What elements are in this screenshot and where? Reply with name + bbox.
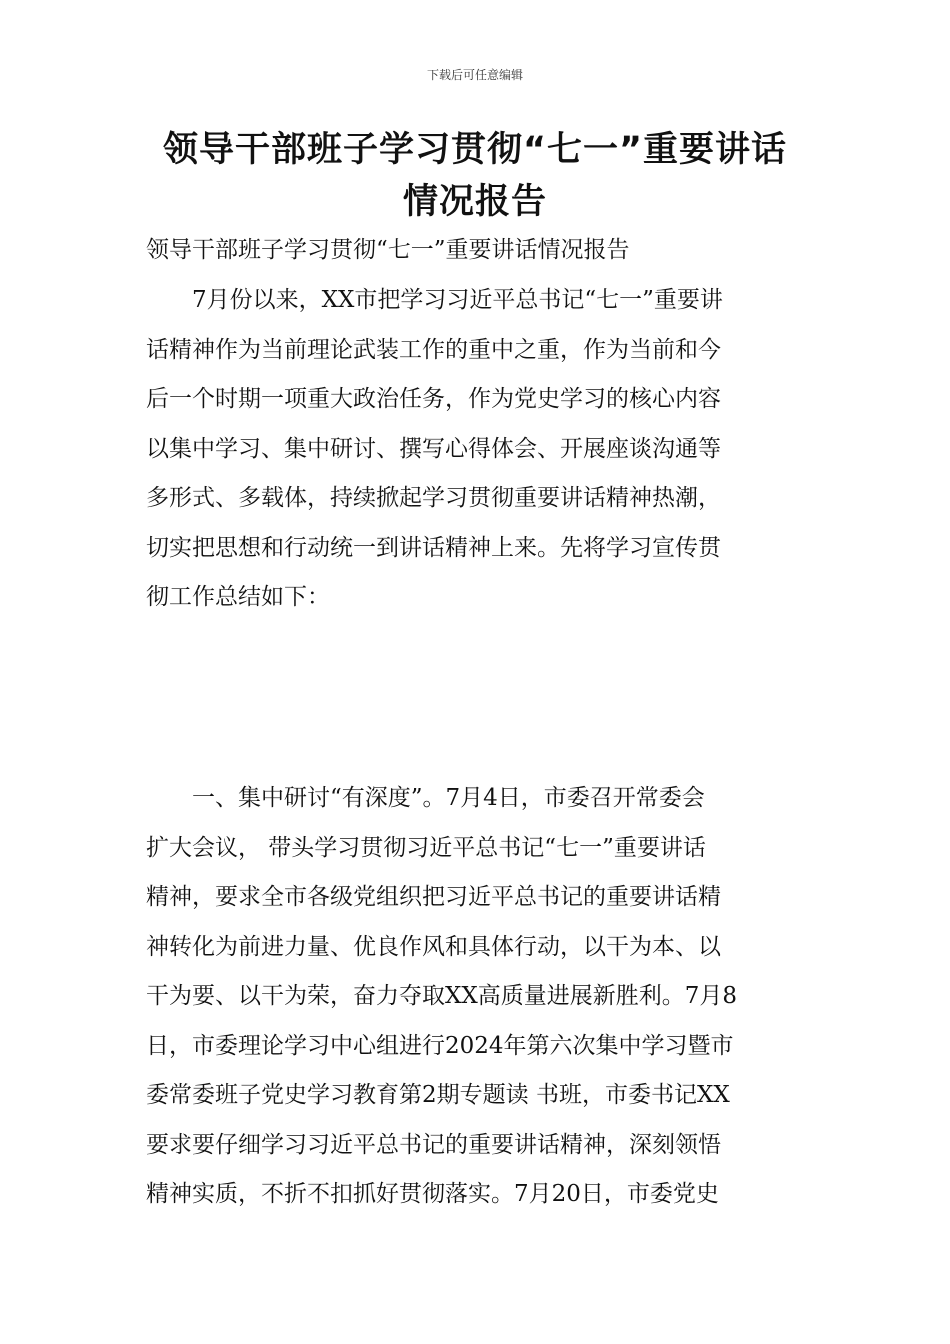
paragraph-line: 委常委班子党史学习教育第2期专题读 书班，市委书记XX [146,1082,730,1108]
paragraph-line: 7月份以来，XX市把学习习近平总书记“七一”重要讲 [192,287,723,313]
paragraph-line: 神转化为前进力量、优良作风和具体行动，以干为本、以 [146,933,721,960]
title-line-1: 领导干部班子学习贯彻“七一”重要讲话 [162,130,787,170]
paragraph-line: 要求要仔细学习习近平总书记的重要讲话精神，深刻领悟 [146,1131,721,1158]
paragraph-line: 后一个时期一项重大政治任务，作为党史学习的核心内容 [146,386,721,412]
document-title [100,124,850,228]
paragraph-intro [146,276,806,623]
title-line-2: 情况报告 [402,182,547,222]
paragraph-line: 以集中学习、集中研讨、撰写心得体会、开展座谈沟通等 [146,435,721,462]
paragraph-line: 彻工作总结如下： [146,584,330,610]
paragraph-line: 多形式、多载体，持续掀起学习贯彻重要讲话精神热潮， [146,485,721,511]
paragraph-line: 精神，要求全市各级党组织把习近平总书记的重要讲话精 [146,884,721,910]
paragraph-line: 干为要、以干为荣，奋力夺取XX高质量进展新胜利。7月8 [146,983,738,1009]
paragraph-section-one [146,774,806,1220]
paragraph-line: 扩大会议， 带头学习贯彻习近平总书记“七一”重要讲话 [146,834,706,861]
paragraph-line: 一、集中研讨“有深度”。7月4日，市委召开常委会 [192,785,705,811]
header-note: 下载后可任意编辑 [426,68,523,82]
document-subtitle: 领导干部班子学习贯彻“七一”重要讲话情况报告 [146,237,630,263]
paragraph-line: 精神实质，不折不扣抓好贯彻落实。7月20日，市委党史 [146,1181,719,1207]
paragraph-line: 日，市委理论学习中心组进行2024年第六次集中学习暨市 [146,1032,734,1059]
paragraph-line: 切实把思想和行动统一到讲话精神上来。先将学习宣传贯 [146,534,721,561]
paragraph-line: 话精神作为当前理论武装工作的重中之重，作为当前和今 [146,336,721,363]
